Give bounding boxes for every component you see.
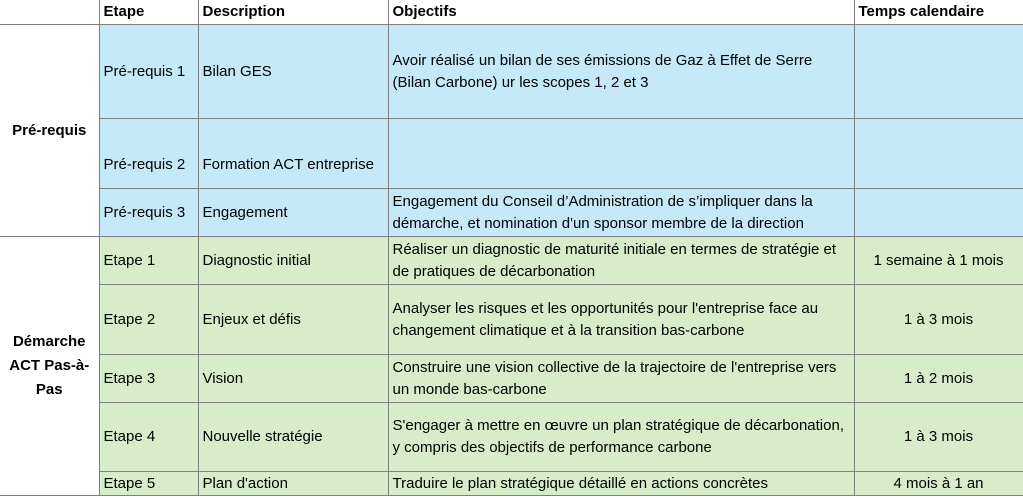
cell-etape: Etape 4 bbox=[99, 403, 198, 472]
group-prerequis: Pré-requis bbox=[0, 25, 99, 237]
cell-description: Nouvelle stratégie bbox=[198, 403, 388, 472]
cell-temps bbox=[854, 25, 1023, 119]
cell-temps: 1 semaine à 1 mois bbox=[854, 237, 1023, 285]
cell-etape: Etape 3 bbox=[99, 355, 198, 403]
cell-temps: 4 mois à 1 an bbox=[854, 472, 1023, 496]
cell-description: Diagnostic initial bbox=[198, 237, 388, 285]
header-etape: Etape bbox=[99, 0, 198, 25]
cell-objectifs: Avoir réalisé un bilan de ses émissions de Gaz à Effet de Serre (Bilan Carbone) ur les scopes 1, 2 et 3 bbox=[388, 25, 854, 119]
cell-etape: Pré-requis 2 bbox=[99, 119, 198, 189]
table-row bbox=[0, 355, 1023, 403]
cell-description: Formation ACT entreprise bbox=[198, 119, 388, 189]
cell-temps: 1 à 2 mois bbox=[854, 355, 1023, 403]
header-objectifs: Objectifs bbox=[388, 0, 854, 25]
cell-description: Bilan GES bbox=[198, 25, 388, 119]
cell-description: Vision bbox=[198, 355, 388, 403]
cell-objectifs: S'engager à mettre en œuvre un plan stratégique de décarbonation, y compris des objectifs de performance carbone bbox=[388, 403, 854, 472]
table-row bbox=[0, 25, 1023, 119]
table-row bbox=[0, 403, 1023, 472]
cell-objectifs: Engagement du Conseil d’Administration de s’impliquer dans la démarche, et nomination d'un sponsor membre de la direction bbox=[388, 189, 854, 237]
cell-temps: 1 à 3 mois bbox=[854, 403, 1023, 472]
table-row bbox=[0, 237, 1023, 285]
cell-etape: Etape 2 bbox=[99, 285, 198, 355]
cell-objectifs: Réaliser un diagnostic de maturité initiale en termes de stratégie et de pratiques de décarbonation bbox=[388, 237, 854, 285]
cell-description: Plan d'action bbox=[198, 472, 388, 496]
cell-etape: Pré-requis 3 bbox=[99, 189, 198, 237]
table-row bbox=[0, 472, 1023, 496]
cell-description: Enjeux et défis bbox=[198, 285, 388, 355]
cell-etape: Etape 5 bbox=[99, 472, 198, 496]
cell-objectifs: Construire une vision collective de la trajectoire de l'entreprise vers un monde bas-carbone bbox=[388, 355, 854, 403]
table-row bbox=[0, 189, 1023, 237]
table-row bbox=[0, 119, 1023, 189]
cell-objectifs: Analyser les risques et les opportunités pour l'entreprise face au changement climatique et à la transition bas-carbone bbox=[388, 285, 854, 355]
cell-description: Engagement bbox=[198, 189, 388, 237]
cell-objectifs bbox=[388, 119, 854, 189]
cell-etape: Etape 1 bbox=[99, 237, 198, 285]
cell-temps bbox=[854, 189, 1023, 237]
header-temps: Temps calendaire bbox=[854, 0, 1023, 25]
header-empty bbox=[0, 0, 99, 25]
cell-etape: Pré-requis 1 bbox=[99, 25, 198, 119]
cell-objectifs: Traduire le plan stratégique détaillé en actions concrètes bbox=[388, 472, 854, 496]
table-row bbox=[0, 285, 1023, 355]
cell-temps bbox=[854, 119, 1023, 189]
group-demarche: Démarche ACT Pas-à-Pas bbox=[0, 237, 99, 496]
header-description: Description bbox=[198, 0, 388, 25]
cell-temps: 1 à 3 mois bbox=[854, 285, 1023, 355]
header-row bbox=[0, 0, 1023, 25]
